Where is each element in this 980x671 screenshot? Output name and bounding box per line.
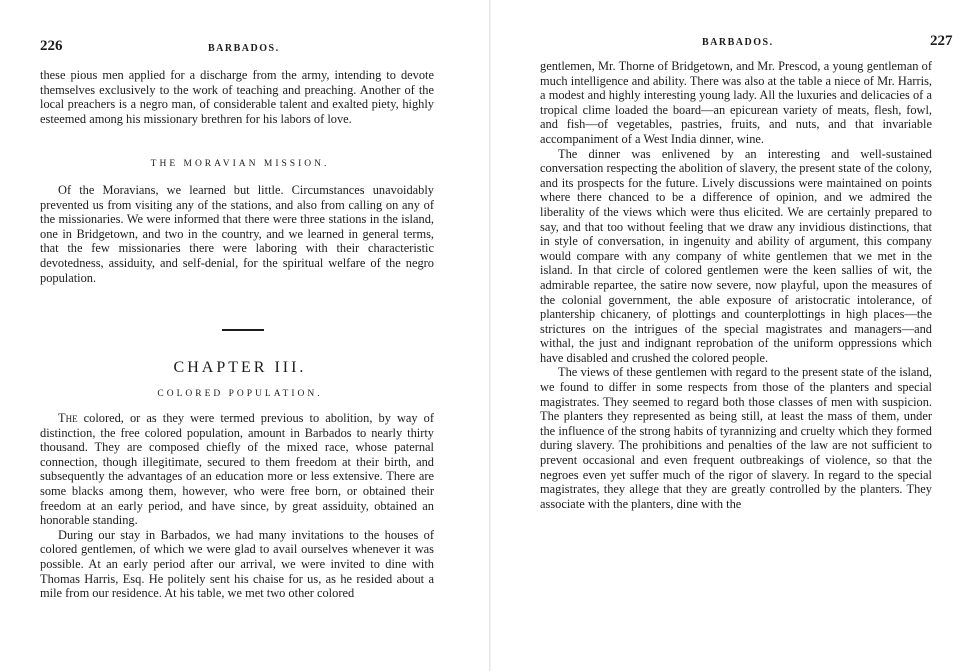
right-paragraph-1: gentlemen, Mr. Thorne of Bridgetown, and Mr. Prescod, a young gentleman of much intelligence and ability. There was also at the table a niece of Mr. Harris, a modest and highly interesting young lady. All the luxuries and delicacies of a tropical clime loaded the board—an epicurean variety of meats, flesh, fowl, and fish—of vegetables, pastries, fruits, and nuts, and that invariable accompaniment of a West India dinner, wine.	[540, 59, 932, 146]
right-paragraph-2: The dinner was enlivened by an interesting and well-sustained conversation respecting the abolition of slavery, the present state of the colony, and its prospects for the future. Lively discussions were maintained on points where there chanced to be a difference of opinion, and we admired the liberality of the views which were thus elicited. We are certainly prepared to say, and that too without feeling that we draw any invidious distinctions, that in style of conversation, in ingenuity and ability of argument, this company would compare with any company of white gentlemen that we met in the island. In that circle of colored gentlemen were the keen sallies of wit, the admirable repartee, the satire now severe, now playful, upon the measures of the colonial government, the able exposure of aristocratic intolerance, of plantership chicanery, of plottings and counterplottings in high places—the strictures on the intrigues of the special magistrates and managers—and withal, the just and indignant reprobation of the uniform oppressions which have disabled and crushed the colored people.	[540, 146, 932, 365]
section-heading: THE MORAVIAN MISSION.	[150, 159, 330, 169]
chapter-subtitle: COLORED POPULATION.	[157, 389, 323, 399]
left-intro-text	[40, 68, 434, 126]
right-page	[490, 0, 980, 671]
left-running-head: BARBADOS.	[208, 43, 280, 54]
right-paragraph-3: The views of these gentlemen with regard to the present state of the island, we found to differ in some respects from those of the planters and special magistrates. They seemed to regard both those classes of men with suspicion. The planters they represented as being still, at least the mass of them, under the influence of the strong habits of tyrannizing and cruelty which they formed during slavery. The prohibitions and penalties of the law are not sufficient to prevent occasional and even frequent outbreakings of violence, so that the negroes even yet suffer much of the rigor of slavery. In regard to the special magistrates, they allege that they are greatly controlled by the planters. They associate with the planters, dine with the	[540, 365, 932, 511]
right-page-number: 227	[930, 33, 953, 49]
chapter-lead-word: The	[58, 411, 78, 425]
chapter-paragraph-1-body: colored, or as they were termed previous to abolition, by way of distinction, the free colored population, amount in Barbados to nearly thirty thousand. They are composed chiefly of the mixed race, whose paternal connection, though illegitimate, secured to them freedom at their birth, and subsequently the advantages of an education more or less extensive. There are some blacks among them, however, who were free born, or obtained their freedom at an early period, and have since, by great assiduity, obtained an honorable standing.	[40, 411, 434, 528]
moravian-text	[40, 183, 434, 285]
chapter-title: CHAPTER III.	[173, 359, 307, 376]
right-running-head: BARBADOS.	[702, 37, 774, 48]
intro-paragraph: these pious men applied for a discharge from the army, intending to devote themselves exclusively to the work of teaching and preaching. Another of the local preachers is a negro man, of considerable talent and exalted piety, highly esteemed among his missionary brethren for his labors of love.	[40, 68, 434, 126]
chapter-paragraph-2: During our stay in Barbados, we had many invitations to the houses of colored gentlemen, of which we were glad to avail ourselves whenever it was possible. At an early period after our arrival, we were invited to dine with Thomas Harris, Esq. He politely sent his chaise for us, as he resided about a mile from our residence. At his table, we met two other colored	[40, 527, 434, 601]
moravian-paragraph: Of the Moravians, we learned but little. Circumstances unavoidably prevented us from visiting any of the stations, and also from calling on any of the missionaries. We were informed that there were three stations in the island, one in Bridgetown, and two in the country, and we learned in general terms, that the few missionaries there were laboring with their characteristic devotedness, assiduity, and self-denial, for the spiritual welfare of the negro population.	[40, 183, 434, 285]
right-text	[540, 59, 932, 511]
left-page-number: 226	[40, 38, 63, 54]
section-divider	[222, 329, 264, 331]
chapter-text	[40, 411, 434, 601]
chapter-paragraph-1	[40, 411, 434, 528]
